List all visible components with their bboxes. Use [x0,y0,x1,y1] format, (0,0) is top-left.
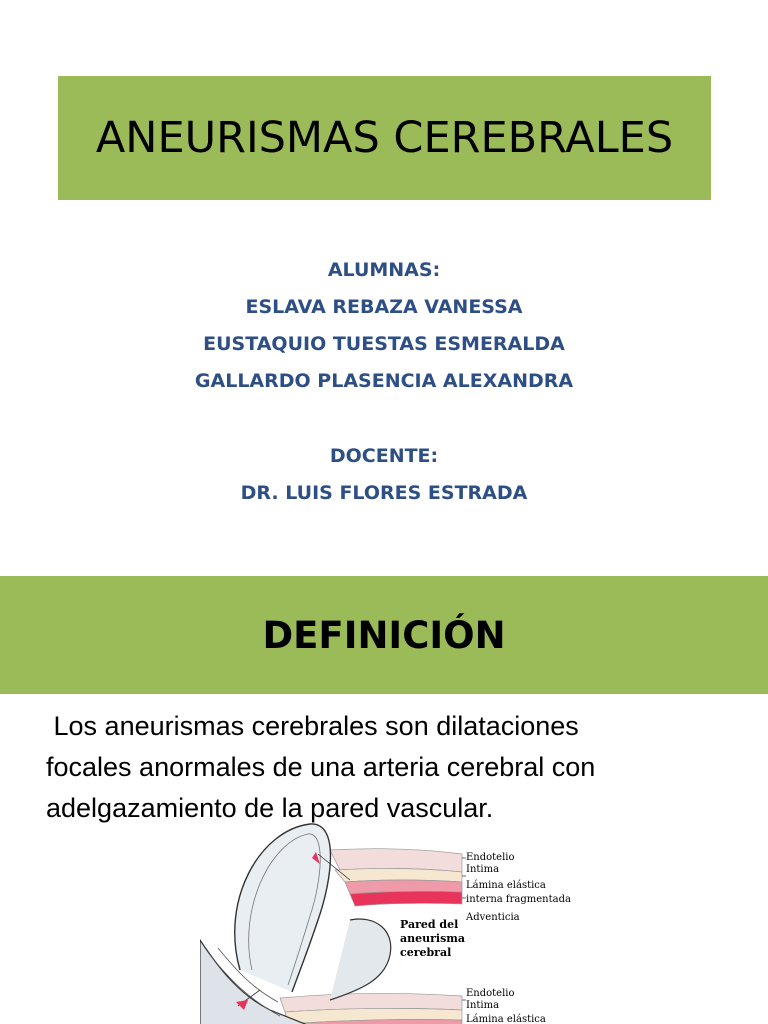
docente-name: DR. LUIS FLORES ESTRADA [240,482,528,504]
label-lamina-elastica: Lámina elástica [466,880,546,891]
student-name: EUSTAQUIO TUESTAS ESMERALDA [203,333,565,355]
slide-title: ANEURISMAS CEREBRALES [95,113,674,163]
title-banner [58,76,711,200]
label-endotelio-2: Endotelio [466,988,515,999]
label-adventicia: Adventicia [466,912,520,923]
definition-text: Los aneurismas cerebrales son dilataciones focales anormales de una arteria cerebral con adelgazamiento de la pared vascular. [46,711,596,823]
caption-line: Pared del [400,918,459,931]
authors-block [0,252,768,512]
label-interna-fragmentada: interna fragmentada [466,894,571,905]
caption-line: cerebral [400,946,452,959]
alumnas-label: ALUMNAS: [327,259,441,281]
definition-title: DEFINICIÓN [262,613,506,657]
docente-label: DOCENTE: [329,445,439,467]
label-endotelio: Endotelio [466,852,515,863]
student-name: GALLARDO PLASENCIA ALEXANDRA [194,370,574,392]
label-lamina-elastica-2: Lámina elástica [466,1014,546,1024]
label-intima-2: Intima [466,1000,500,1011]
student-name: ESLAVA REBAZA VANESSA [245,296,523,318]
caption-line: aneurisma [400,932,466,945]
label-intima: Intima [466,864,500,875]
definition-banner [0,576,768,694]
definition-slide [0,576,768,1024]
aneurysm-illustration [200,820,600,1024]
figure-caption [400,918,465,960]
